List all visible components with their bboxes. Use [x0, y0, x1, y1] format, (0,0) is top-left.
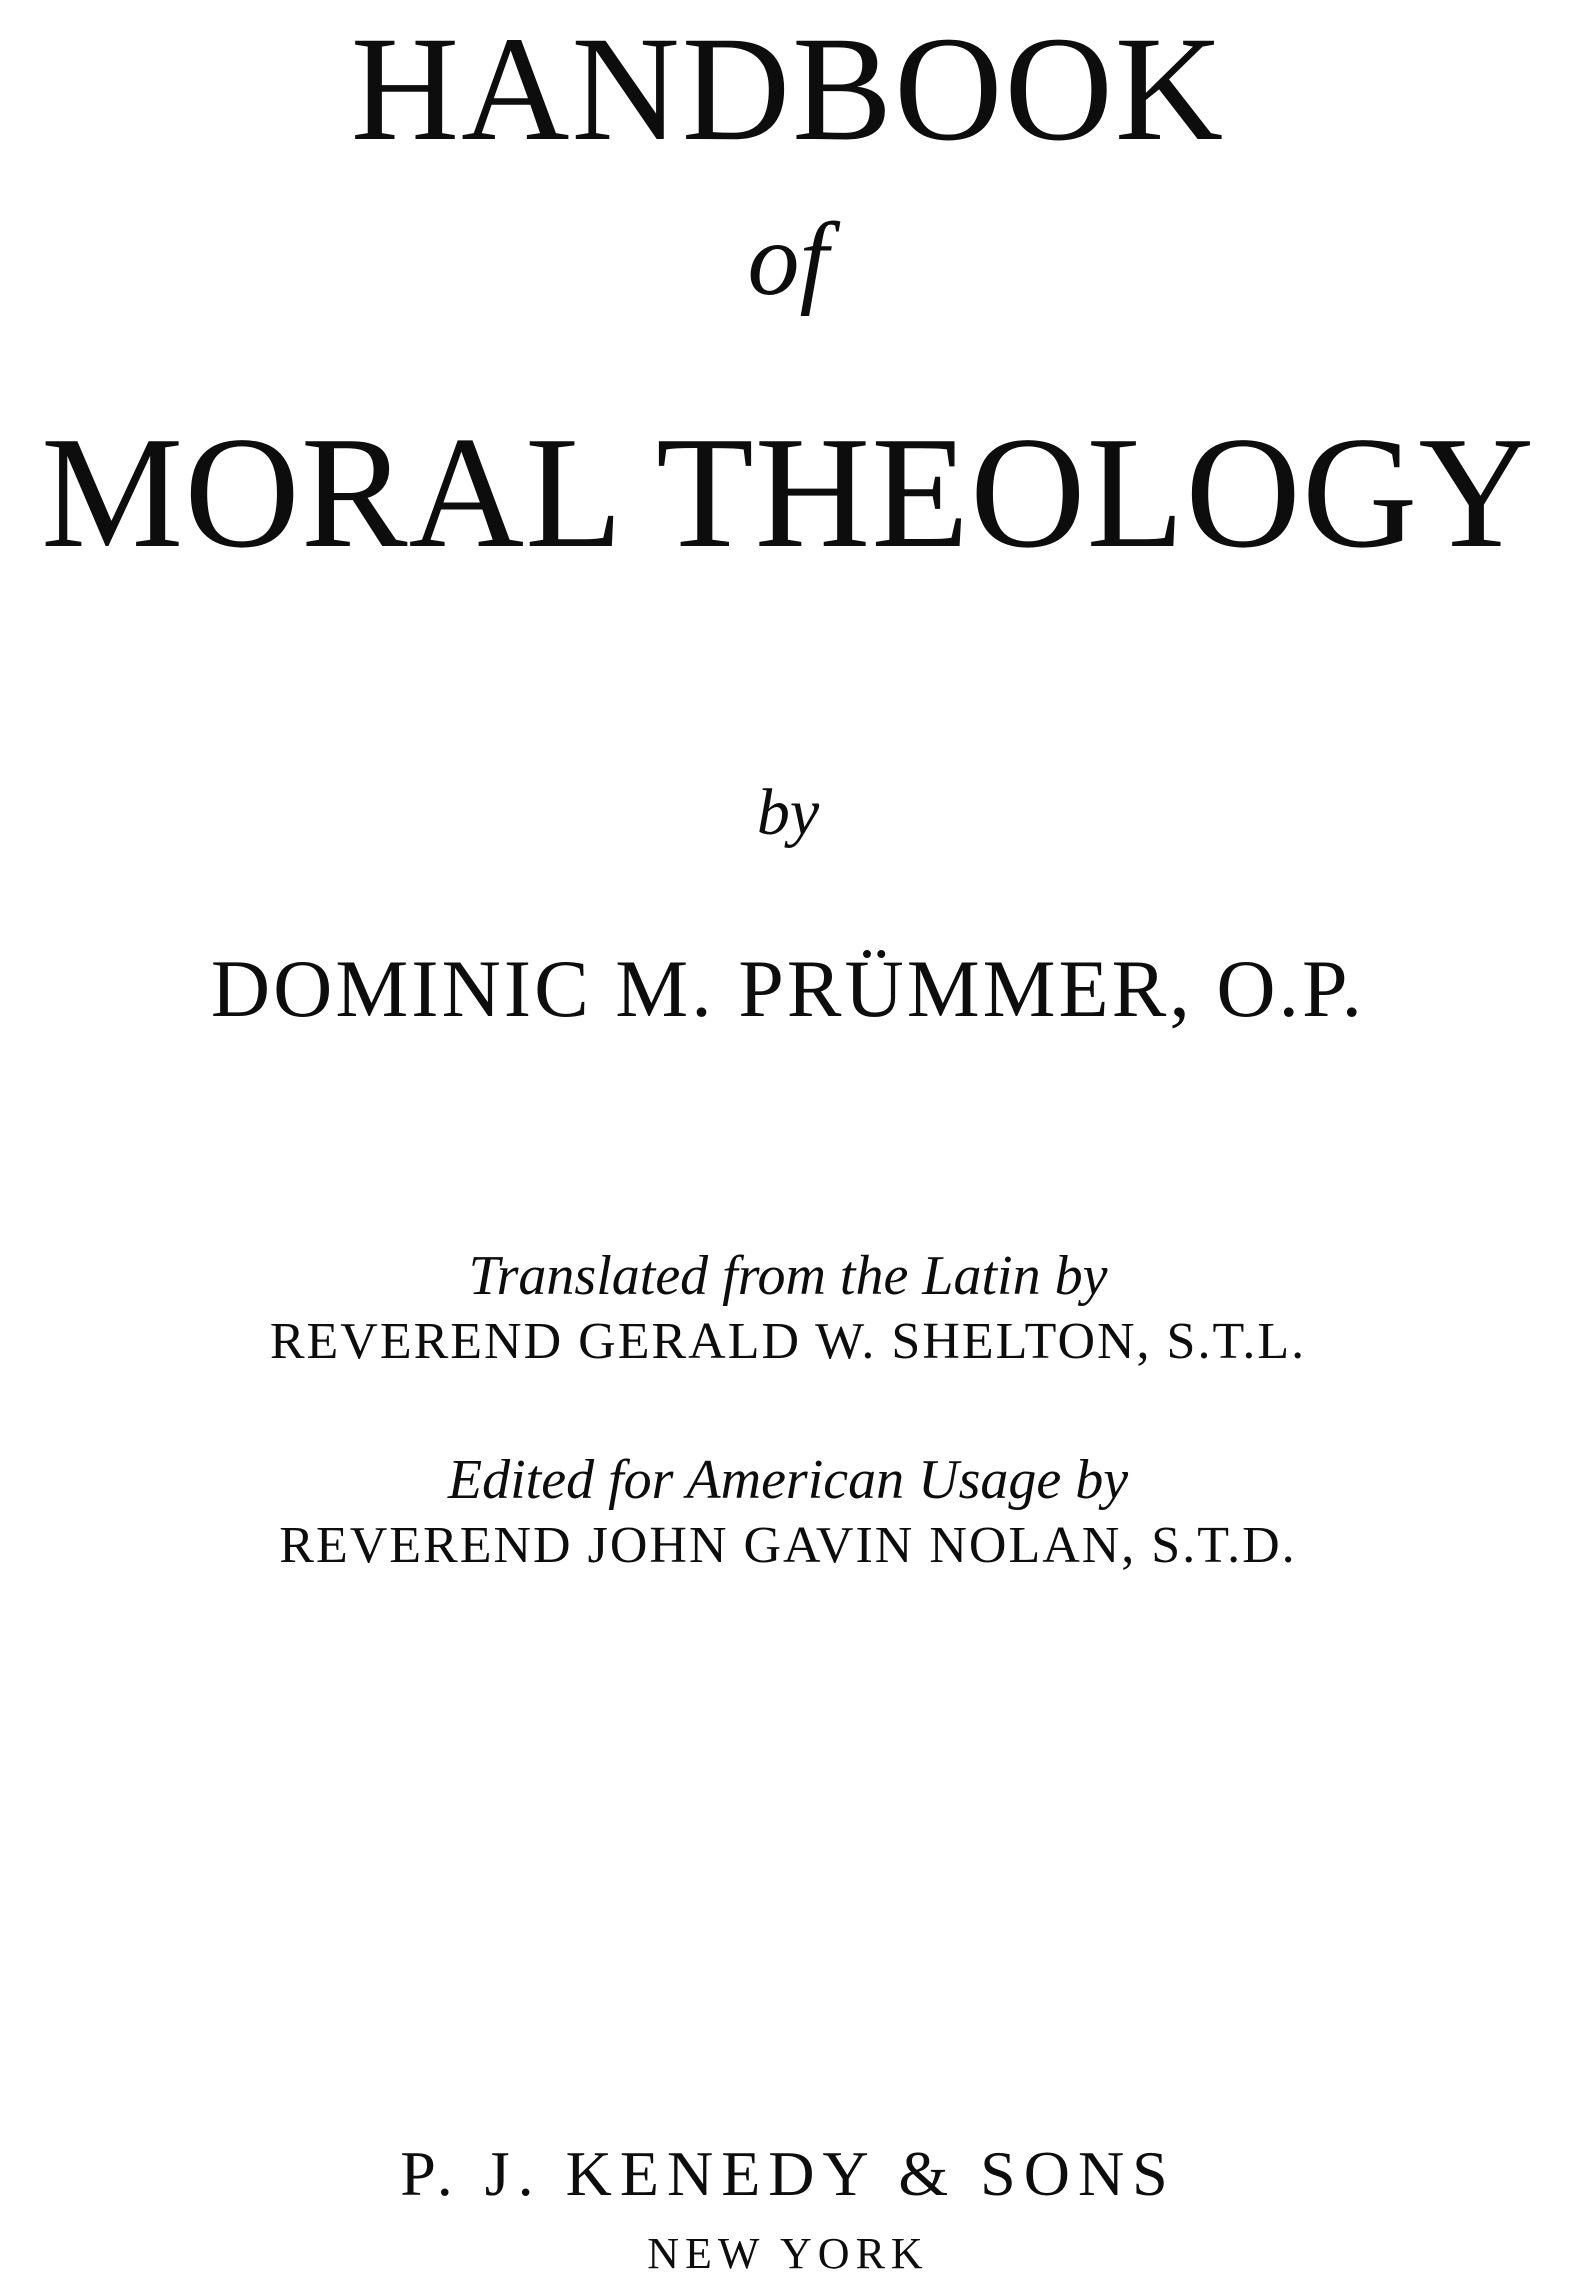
translator-name: REVEREND GERALD W. SHELTON, S.T.L.	[269, 1313, 1307, 1370]
publisher-city: NEW YORK	[647, 2229, 929, 2278]
author-name: DOMINIC M. PRÜMMER, O.P.	[210, 943, 1366, 1034]
translator-credit-role: Translated from the Latin by	[468, 1245, 1108, 1307]
editor-name: REVEREND JOHN GAVIN NOLAN, S.T.D.	[279, 1517, 1297, 1574]
byline-by: by	[756, 776, 820, 849]
publisher-name: P. J. KENEDY & SONS	[400, 2138, 1176, 2209]
book-title-connector: of	[747, 202, 829, 317]
book-title-line-2: MORAL THEOLOGY	[41, 403, 1535, 581]
editor-credit-role: Edited for American Usage by	[447, 1449, 1129, 1511]
book-title-line-1: HANDBOOK	[350, 6, 1226, 172]
